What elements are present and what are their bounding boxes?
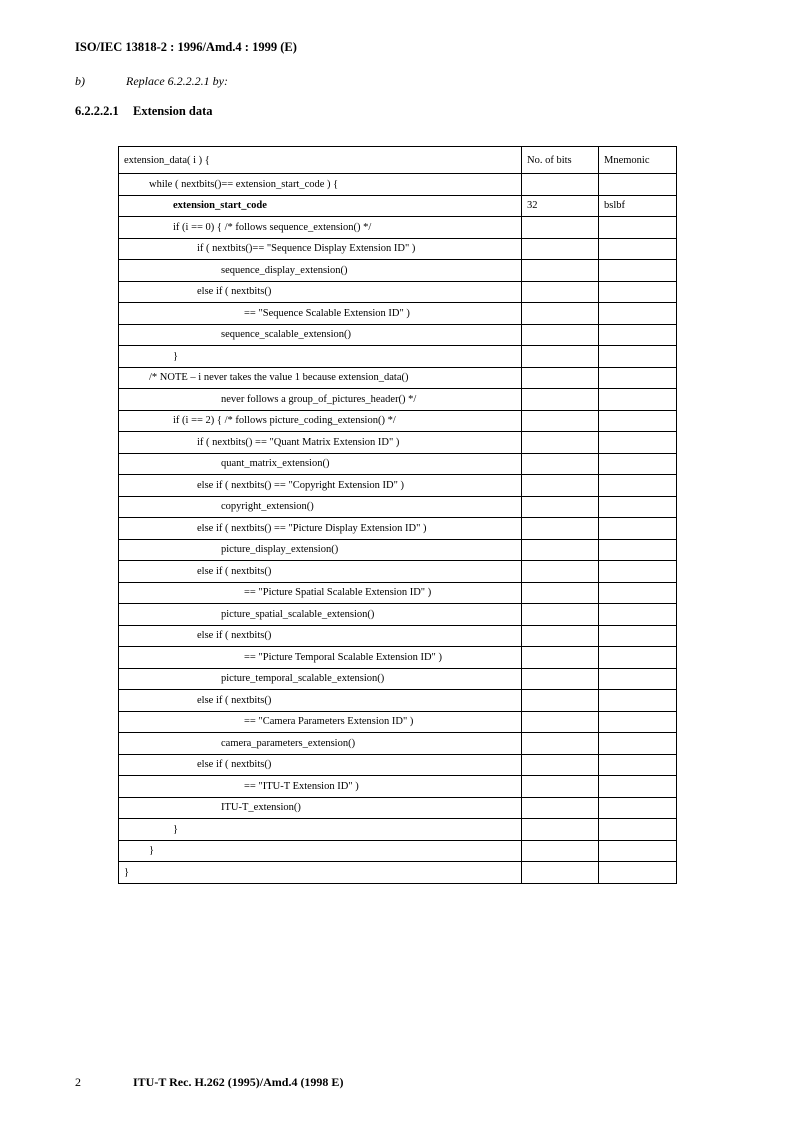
syntax-cell: else if ( nextbits()	[119, 281, 522, 303]
syntax-cell: while ( nextbits()== extension_start_code ) {	[119, 174, 522, 196]
bits-cell	[522, 432, 599, 454]
table-row	[119, 819, 677, 841]
syntax-cell: picture_spatial_scalable_extension()	[119, 604, 522, 626]
table-header-row	[119, 147, 677, 174]
mnemonic-cell	[599, 260, 677, 282]
mnemonic-cell	[599, 582, 677, 604]
table-row	[119, 195, 677, 217]
header-syntax: extension_data( i ) {	[119, 147, 522, 174]
bits-cell	[522, 453, 599, 475]
bits-cell	[522, 389, 599, 411]
syntax-cell: sequence_display_extension()	[119, 260, 522, 282]
syntax-cell: else if ( nextbits() == "Picture Display Extension ID" )	[119, 518, 522, 540]
mnemonic-cell	[599, 711, 677, 733]
table-row	[119, 475, 677, 497]
syntax-cell: never follows a group_of_pictures_header() */	[119, 389, 522, 411]
table-row	[119, 432, 677, 454]
bits-cell	[522, 475, 599, 497]
syntax-cell: if ( nextbits() == "Quant Matrix Extension ID" )	[119, 432, 522, 454]
syntax-cell: == "ITU-T Extension ID" )	[119, 776, 522, 798]
bits-cell	[522, 711, 599, 733]
syntax-cell: picture_display_extension()	[119, 539, 522, 561]
table-row	[119, 496, 677, 518]
page-number: 2	[75, 1075, 81, 1089]
bits-cell	[522, 754, 599, 776]
mnemonic-cell	[599, 819, 677, 841]
table-row	[119, 711, 677, 733]
mnemonic-cell	[599, 518, 677, 540]
syntax-cell: else if ( nextbits()	[119, 561, 522, 583]
syntax-cell: else if ( nextbits()	[119, 625, 522, 647]
syntax-cell: ITU-T_extension()	[119, 797, 522, 819]
table-row	[119, 238, 677, 260]
table-row	[119, 862, 677, 884]
syntax-cell: camera_parameters_extension()	[119, 733, 522, 755]
document-header: ISO/IEC 13818-2 : 1996/Amd.4 : 1999 (E)	[75, 40, 297, 54]
bits-cell: 32	[522, 195, 599, 217]
syntax-cell: extension_start_code	[119, 195, 522, 217]
bits-cell	[522, 174, 599, 196]
table-row	[119, 281, 677, 303]
header-mnemonic: Mnemonic	[599, 147, 677, 174]
table-row	[119, 797, 677, 819]
mnemonic-cell	[599, 324, 677, 346]
bits-cell	[522, 410, 599, 432]
table-row	[119, 604, 677, 626]
syntax-cell: sequence_scalable_extension()	[119, 324, 522, 346]
bits-cell	[522, 776, 599, 798]
mnemonic-cell	[599, 862, 677, 884]
mnemonic-cell	[599, 281, 677, 303]
table-row	[119, 668, 677, 690]
footer-reference: ITU-T Rec. H.262 (1995)/Amd.4 (1998 E)	[133, 1075, 344, 1089]
bits-cell	[522, 604, 599, 626]
mnemonic-cell: bslbf	[599, 195, 677, 217]
bits-cell	[522, 303, 599, 325]
mnemonic-cell	[599, 453, 677, 475]
mnemonic-cell	[599, 174, 677, 196]
table-row	[119, 367, 677, 389]
table-row	[119, 647, 677, 669]
bits-cell	[522, 260, 599, 282]
bits-cell	[522, 582, 599, 604]
mnemonic-cell	[599, 797, 677, 819]
bits-cell	[522, 539, 599, 561]
instruction-label: b)	[75, 74, 85, 88]
bits-cell	[522, 561, 599, 583]
amendment-instruction	[75, 74, 228, 89]
bits-cell	[522, 862, 599, 884]
table-row	[119, 776, 677, 798]
header-bits: No. of bits	[522, 147, 599, 174]
syntax-cell: else if ( nextbits()	[119, 690, 522, 712]
table-row	[119, 324, 677, 346]
syntax-cell: if (i == 0) { /* follows sequence_extension() */	[119, 217, 522, 239]
syntax-cell: else if ( nextbits() == "Copyright Extension ID" )	[119, 475, 522, 497]
syntax-cell: }	[119, 840, 522, 862]
mnemonic-cell	[599, 389, 677, 411]
bits-cell	[522, 647, 599, 669]
mnemonic-cell	[599, 217, 677, 239]
syntax-cell: == "Picture Temporal Scalable Extension ID" )	[119, 647, 522, 669]
table-row	[119, 303, 677, 325]
mnemonic-cell	[599, 346, 677, 368]
mnemonic-cell	[599, 539, 677, 561]
syntax-cell: if ( nextbits()== "Sequence Display Extension ID" )	[119, 238, 522, 260]
table-row	[119, 561, 677, 583]
mnemonic-cell	[599, 410, 677, 432]
mnemonic-cell	[599, 496, 677, 518]
table-row	[119, 518, 677, 540]
extension-data-syntax-table	[118, 146, 677, 884]
table-row	[119, 389, 677, 411]
syntax-cell: == "Camera Parameters Extension ID" )	[119, 711, 522, 733]
bits-cell	[522, 840, 599, 862]
bits-cell	[522, 367, 599, 389]
section-heading	[75, 104, 213, 119]
mnemonic-cell	[599, 754, 677, 776]
section-title: Extension data	[133, 104, 213, 118]
table-row	[119, 260, 677, 282]
syntax-cell: }	[119, 346, 522, 368]
mnemonic-cell	[599, 647, 677, 669]
mnemonic-cell	[599, 367, 677, 389]
table-row	[119, 346, 677, 368]
mnemonic-cell	[599, 561, 677, 583]
bits-cell	[522, 217, 599, 239]
bits-cell	[522, 324, 599, 346]
syntax-cell: quant_matrix_extension()	[119, 453, 522, 475]
bits-cell	[522, 281, 599, 303]
table-row	[119, 625, 677, 647]
syntax-cell: == "Sequence Scalable Extension ID" )	[119, 303, 522, 325]
bits-cell	[522, 690, 599, 712]
syntax-cell: == "Picture Spatial Scalable Extension ID" )	[119, 582, 522, 604]
syntax-cell: copyright_extension()	[119, 496, 522, 518]
table-row	[119, 840, 677, 862]
syntax-cell: else if ( nextbits()	[119, 754, 522, 776]
table-row	[119, 690, 677, 712]
mnemonic-cell	[599, 604, 677, 626]
table-row	[119, 539, 677, 561]
bits-cell	[522, 238, 599, 260]
table-row	[119, 217, 677, 239]
bits-cell	[522, 797, 599, 819]
syntax-cell: /* NOTE – i never takes the value 1 because extension_data()	[119, 367, 522, 389]
mnemonic-cell	[599, 303, 677, 325]
bits-cell	[522, 625, 599, 647]
bits-cell	[522, 496, 599, 518]
table-row	[119, 733, 677, 755]
table-row	[119, 754, 677, 776]
syntax-cell: }	[119, 862, 522, 884]
bits-cell	[522, 346, 599, 368]
mnemonic-cell	[599, 840, 677, 862]
page-footer	[75, 1075, 343, 1090]
mnemonic-cell	[599, 625, 677, 647]
bits-cell	[522, 819, 599, 841]
bits-cell	[522, 668, 599, 690]
table-row	[119, 174, 677, 196]
table-row	[119, 410, 677, 432]
section-number: 6.2.2.2.1	[75, 104, 119, 118]
syntax-cell: if (i == 2) { /* follows picture_coding_extension() */	[119, 410, 522, 432]
bits-cell	[522, 733, 599, 755]
table-row	[119, 453, 677, 475]
mnemonic-cell	[599, 238, 677, 260]
mnemonic-cell	[599, 776, 677, 798]
syntax-cell: picture_temporal_scalable_extension()	[119, 668, 522, 690]
mnemonic-cell	[599, 668, 677, 690]
table-row	[119, 582, 677, 604]
mnemonic-cell	[599, 475, 677, 497]
mnemonic-cell	[599, 432, 677, 454]
mnemonic-cell	[599, 690, 677, 712]
instruction-text: Replace 6.2.2.2.1 by:	[126, 74, 228, 88]
bits-cell	[522, 518, 599, 540]
syntax-cell: }	[119, 819, 522, 841]
mnemonic-cell	[599, 733, 677, 755]
